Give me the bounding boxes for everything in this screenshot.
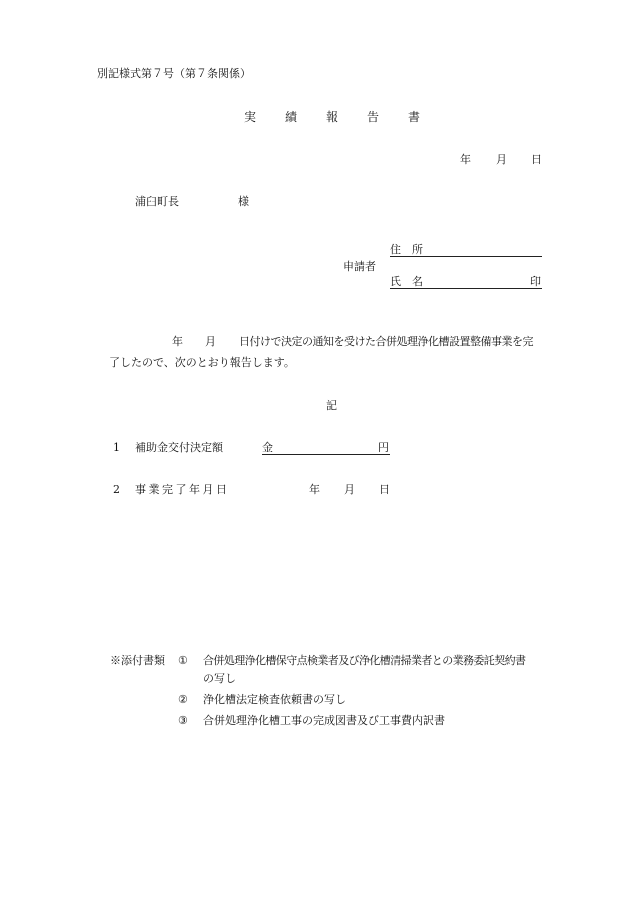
seal-mark: 印	[530, 275, 541, 288]
addressee-honorific: 様	[238, 195, 249, 208]
subsidy-amount-field[interactable]	[262, 441, 390, 455]
date-day: 日	[531, 153, 542, 166]
item2-year: 年	[309, 483, 320, 496]
title-char-3: 報	[326, 110, 339, 124]
attachment-marker-1: ①	[178, 654, 188, 667]
attachment-text-2: 浄化槽法定検査依頼書の写し	[203, 693, 346, 706]
title-char-4: 告	[367, 110, 380, 124]
item1-unit: 円	[378, 441, 389, 454]
date-year: 年	[460, 153, 471, 166]
attachment-text-3: 合併処理浄化槽工事の完成図書及び工事費内訳書	[203, 714, 445, 727]
body-year: 年	[172, 335, 183, 348]
addressee-name: 浦臼町長	[135, 195, 179, 208]
address-field[interactable]	[390, 243, 542, 257]
item2-number: 2	[113, 483, 120, 496]
name-field[interactable]	[390, 275, 542, 289]
address-label: 住 所	[390, 243, 423, 256]
item2-label: 事業完了年月日	[135, 483, 230, 496]
title-char-1: 実	[244, 110, 257, 124]
body-line2: 了したので、次のとおり報告します。	[109, 356, 295, 369]
title-char-5: 書	[408, 110, 421, 124]
date-month: 月	[496, 153, 507, 166]
attachment-marker-3: ③	[178, 714, 188, 727]
title-char-2: 績	[285, 110, 298, 124]
attachment-marker-2: ②	[178, 693, 188, 706]
name-label: 氏 名	[390, 275, 423, 288]
body-line1-rest: 日付けで決定の通知を受けた合併処理浄化槽設置整備事業を完	[239, 335, 533, 348]
item2-day: 日	[379, 483, 390, 496]
body-month: 月	[205, 335, 216, 348]
attachment-text-1: 合併処理浄化槽保守点検業者及び浄化槽清掃業者との業務委託契約書	[203, 654, 526, 667]
attachment-text-1-continuation: の写し	[203, 672, 236, 685]
item1-label: 補助金交付決定額	[135, 441, 223, 454]
item1-number: 1	[113, 441, 120, 454]
form-number: 別記様式第７号（第７条関係）	[97, 67, 251, 80]
applicant-label: 申請者	[343, 260, 376, 273]
item1-prefix: 金	[262, 441, 273, 454]
ki-heading: 記	[326, 399, 337, 412]
attachments-label: ※添付書類	[110, 654, 165, 667]
item2-month: 月	[344, 483, 355, 496]
